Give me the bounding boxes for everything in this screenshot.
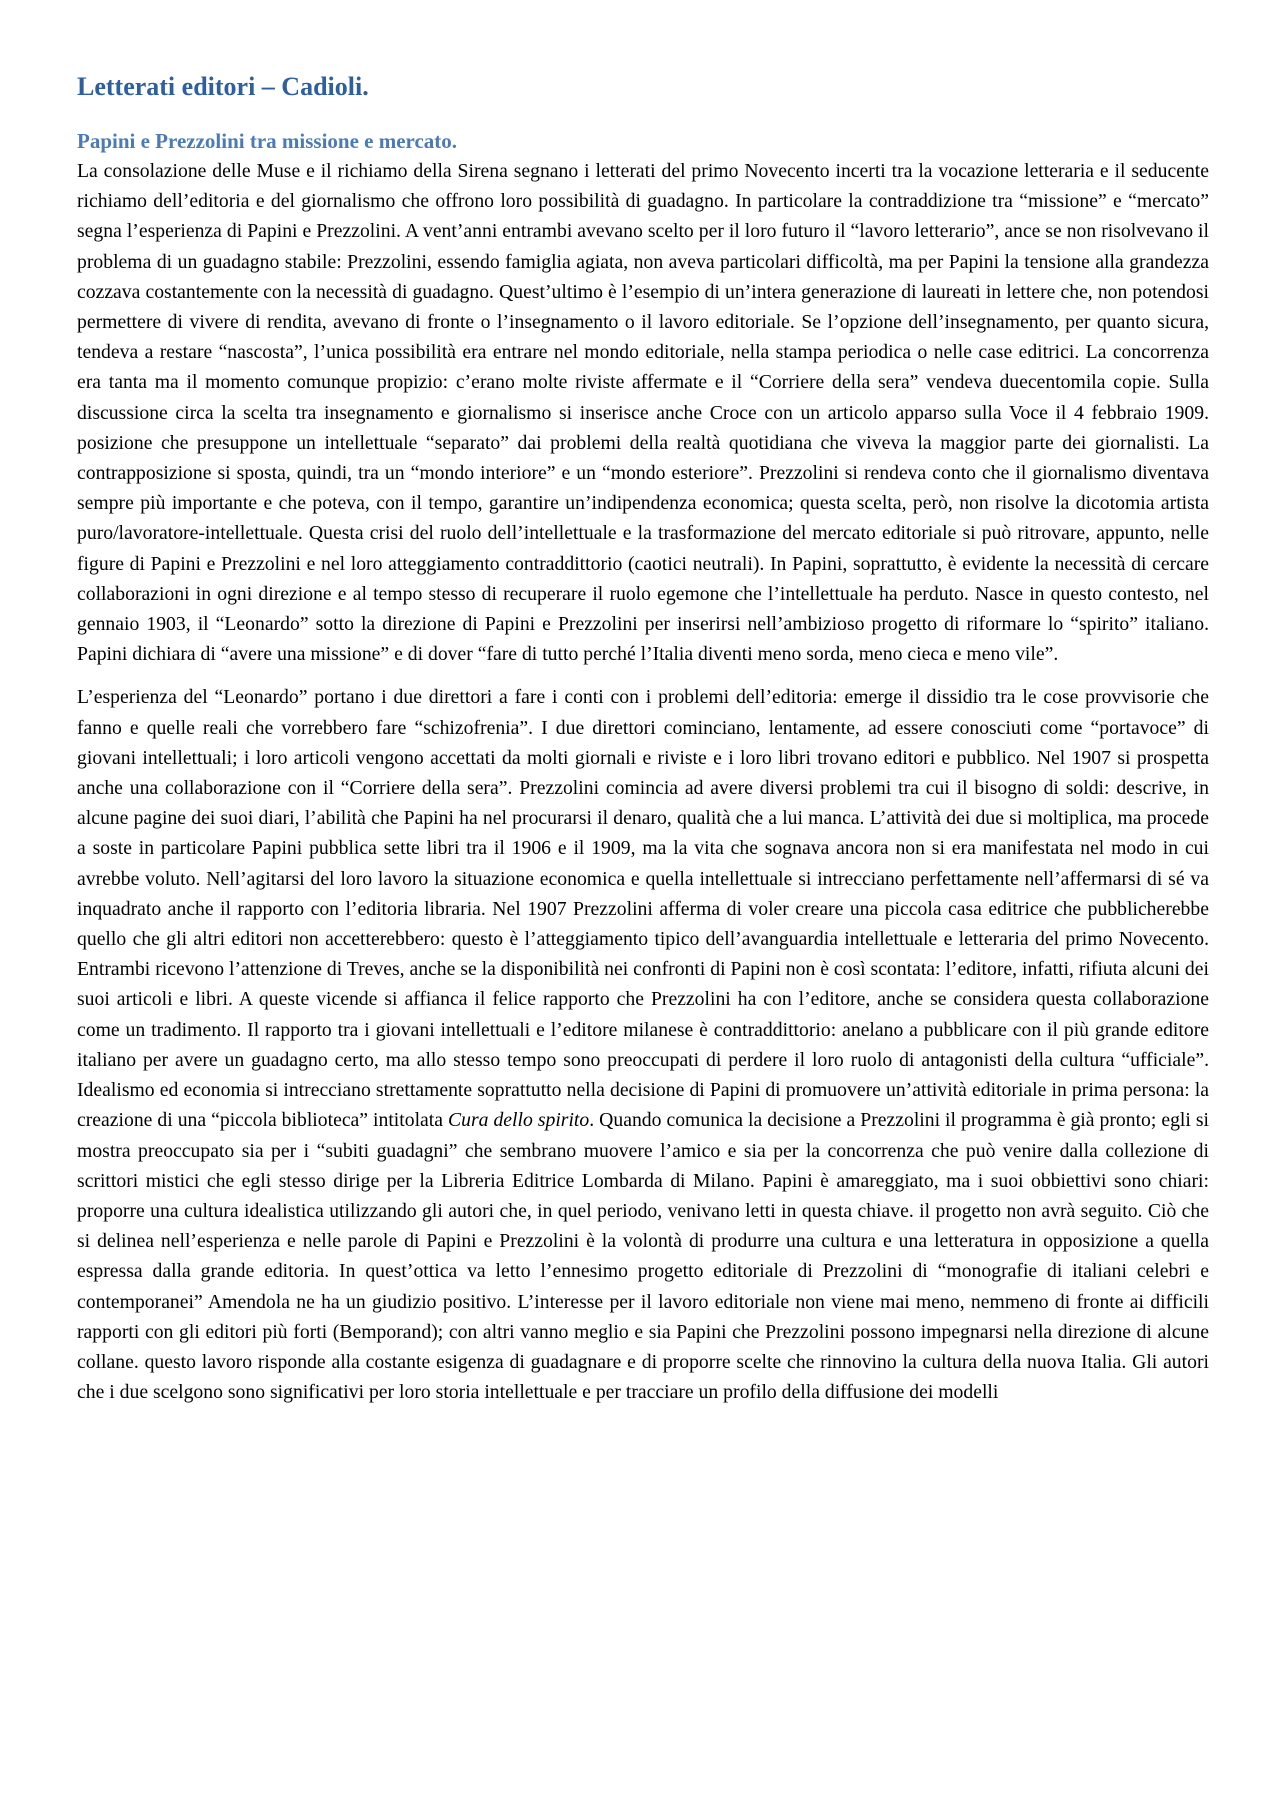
paragraph-1: La consolazione delle Muse e il richiamo della Sirena segnano i letterati del primo Novecento incerti tra la vocazione letteraria e il seducente richiamo dell’editoria e del giornalismo che offrono loro possibilità di guadagno. In particolare la contraddizione tra “missione” e “mercato” segna l’esperienza di Papini e Prezzolini. A vent’anni entrambi avevano scelto per il loro futuro il “lavoro letterario”, ance se non risolvevano il problema di un guadagno stabile: Prezzolini, essendo famiglia agiata, non aveva particolari difficoltà, ma per Papini la tensione alla grandezza cozzava costantemente con la necessità di guadagno. Quest’ultimo è l’esempio di un’intera generazione di laureati in lettere che, non potendosi permettere di vivere di rendita, avevano di fronte o l’insegnamento o il lavoro editoriale. Se l’opzione dell’insegnamento, per quanto sicura, tendeva a restare “nascosta”, l’unica possibilità era entrare nel mondo editoriale, nella stampa periodica o nelle case editrici. La concorrenza era tanta ma il momento comunque propizio: c’erano molte riviste affermate e il “Corriere della sera” vendeva duecentomila copie. Sulla discussione circa la scelta tra insegnamento e giornalismo si inserisce anche Croce con un articolo apparso sulla Voce il 4 febbraio 1909. posizione che presuppone un intellettuale “separato” dai problemi della realtà quotidiana che viveva la maggior parte dei giornalisti. La contrapposizione si sposta, quindi, tra un “mondo interiore” e un “mondo esteriore”. Prezzolini si rendeva conto che il giornalismo diventava sempre più importante e che poteva, con il tempo, garantire un’indipendenza economica; questa scelta, però, non risolve la dicotomia artista puro/lavoratore-intellettuale. Questa crisi del ruolo dell’intellettuale e la trasformazione del mercato editoriale si può ritrovare, appunto, nelle figure di Papini e Prezzolini e nel loro atteggiamento contraddittorio (caotici neutrali). In Papini, soprattutto, è evidente la necessità di cercare collaborazioni in ogni direzione e al tempo stesso di recuperare il ruolo egemone che l’intellettuale ha perduto. Nasce in questo contesto, nel gennaio 1903, il “Leonardo” sotto la direzione di Papini e Prezzolini per inserirsi nell’ambizioso progetto di riformare lo “spirito” italiano. Papini dichiara di “avere una missione” e di dover “fare di tutto perché l’Italia diventi meno sorda, meno cieca e meno vile”. xyxy=(77,160,1209,666)
paragraph-2 xyxy=(77,682,1209,1407)
section-title: Papini e Prezzolini tra missione e mercato. xyxy=(77,129,458,153)
paragraph-2-italic-title: Cura dello spirito xyxy=(448,1109,590,1132)
paragraph-2-text-a: L’esperienza del “Leonardo” portano i due direttori a fare i conti con i problemi dell’editoria: emerge il dissidio tra le cose provvisorie che fanno e quelle reali che vorrebbero fare “schizofrenia”. I due direttori cominciano, lentamente, ad essere conosciuti come “portavoce” di giovani intellettuali; i loro articoli vengono accettati da molti giornali e riviste e i loro libri trovano editori e pubblico. Nel 1907 si prospetta anche una collaborazione con il “Corriere della sera”. Prezzolini comincia ad avere diversi problemi tra cui il bisogno di soldi: descrive, in alcune pagine dei suoi diari, l’abilità che Papini ha nel procurarsi il denaro, qualità che a lui manca. L’attività dei due si moltiplica, ma procede a soste in particolare Papini pubblica sette libri tra il 1906 e il 1909, ma la vita che sognava ancora non si era manifestata nel modo in cui avrebbe voluto. Nell’agitarsi del loro lavoro la situazione economica e quella intellettuale si intrecciano perfettamente nell’affermarsi di sé va inquadrato anche il rapporto con l’editoria libraria. Nel 1907 Prezzolini afferma di voler creare una piccola casa editrice che pubblicherebbe quello che gli altri editori non accetterebbero: questo è l’atteggiamento tipico dell’avanguardia intellettuale e letteraria del primo Novecento. Entrambi ricevono l’attenzione di Treves, anche se la disponibilità nei confronti di Papini non è così scontata: l’editore, infatti, rifiuta alcuni dei suoi articoli e libri. A queste vicende si affianca il felice rapporto che Prezzolini ha con l’editore, anche se considera questa collaborazione come un tradimento. Il rapporto tra i giovani intellettuali e l’editore milanese è contraddittorio: anelano a pubblicare con il più grande editore italiano per avere un guadagno certo, ma allo stesso tempo sono preoccupati di perdere il loro ruolo di antagonisti della cultura “ufficiale”. Idealismo ed economia si intrecciano strettamente soprattutto nella decisione di Papini di promuovere un’attività editoriale in prima persona: la creazione di una “piccola biblioteca” intitolata xyxy=(77,686,1209,1132)
document-title: Letterati editori – Cadioli. xyxy=(77,72,369,101)
paragraph-2-text-b: . Quando comunica la decisione a Prezzolini il programma è già pronto; egli si mostra preoccupato sia per i “subiti guadagni” che sembrano muovere l’amico e sia per la concorrenza che può venire dalla collezione di scrittori mistici che egli stesso dirige per la Libreria Editrice Lombarda di Milano. Papini è amareggiato, ma i suoi obbiettivi sono chiari: proporre una cultura idealistica utilizzando gli autori che, in quel periodo, venivano letti in questa chiave. il progetto non avrà seguito. Ciò che si delinea nell’esperienza e nelle parole di Papini e Prezzolini è la volontà di produrre una cultura e una letteratura in opposizione a quella espressa dalla grande editoria. In quest’ottica va letto l’ennesimo progetto editoriale di Prezzolini di “monografie di italiani celebri e contemporanei” Amendola ne ha un giudizio positivo. L’interesse per il lavoro editoriale non viene mai meno, nemmeno di fronte ai difficili rapporti con gli editori più forti (Bemporand); con altri vanno meglio e sia Papini che Prezzolini possono impegnarsi nella direzione di alcune collane. questo lavoro risponde alla costante esigenza di guadagnare e di proporre scelte che rinnovino la cultura della nuova Italia. Gli autori che i due scelgono sono significativi per loro storia intellettuale e per tracciare un profilo della diffusione dei modelli xyxy=(77,1109,1209,1404)
document-page xyxy=(77,70,1209,1407)
